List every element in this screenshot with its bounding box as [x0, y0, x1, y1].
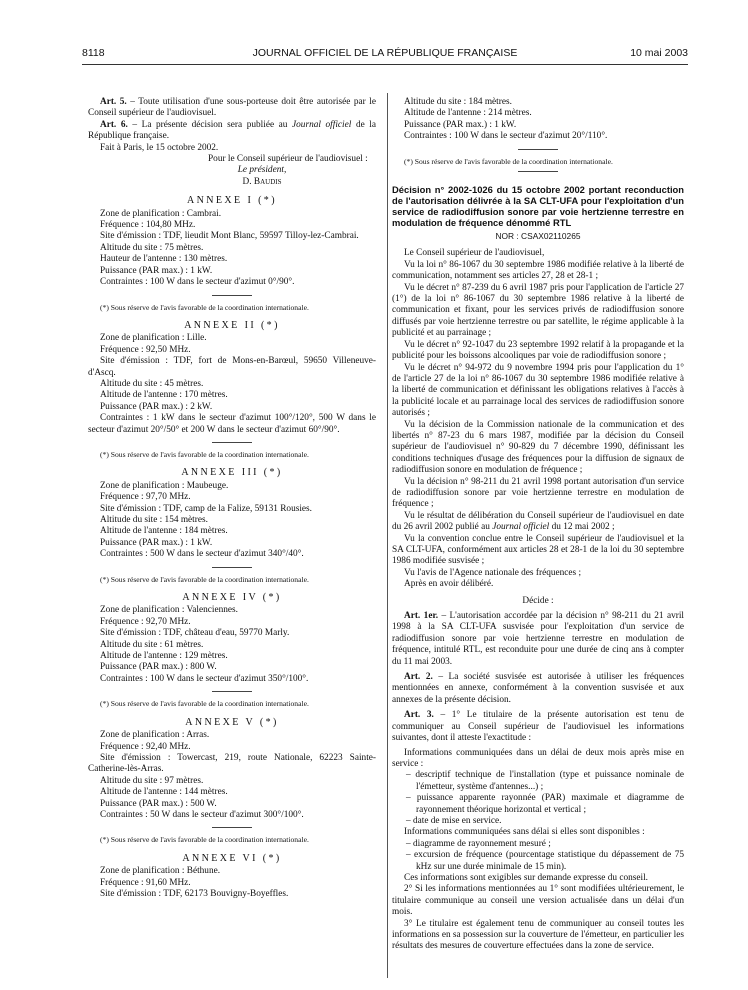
annex-line: Zone de planification : Béthune.: [100, 866, 221, 877]
annex-line: Altitude du site : 154 mètres.: [100, 515, 208, 525]
annex-line: Altitude de l'antenne : 214 mètres.: [404, 108, 532, 119]
annex-line: Altitude de l'antenne : 144 mètres.: [100, 787, 228, 798]
annex-title: ANNEXE IV (*): [182, 592, 282, 604]
article-3: Art. 3. – 1° Le titulaire de la présente autorisation est tenu de communiquer au Conseil supérieur de l'audiovisuel les informations suivantes, dont il atteste l'exactitude :: [392, 710, 684, 744]
decide: Décide :: [522, 595, 554, 606]
annex-line: Contraintes : 100 W dans le secteur d'azimut 350°/100°.: [100, 673, 309, 684]
annex-4: [88, 592, 376, 710]
closing-paragraph: Ces informations sont exigibles sur demande expresse du conseil.: [404, 872, 648, 883]
annex-line: Altitude de l'antenne : 129 mètres.: [100, 651, 228, 662]
annex-line: Contraintes : 500 W dans le secteur d'azimut 340°/40°.: [100, 549, 304, 560]
annex-title: ANNEXE V (*): [185, 716, 279, 728]
annex-line: Site d'émission : TDF, 62173 Bouvigny-Boyeffles.: [100, 888, 289, 899]
annex-contraintes: Contraintes : 1 kW dans le secteur d'azimut 100°/120°, 500 W dans le secteur d'azimut 20°/50° et 200 W dans le secteur d'azimut 60°/90°.: [88, 413, 376, 435]
article-2: Art. 2. – La société susvisée est autorisée à utiliser les fréquences mentionnées en annexe, conformément à la convention susvisée et aux annexes de la présente décision.: [392, 672, 684, 705]
page-number: 8118: [82, 47, 105, 59]
annex-line: Zone de planification : Cambrai.: [100, 208, 222, 219]
annex-site: Site d'émission : TDF, lieudit Mont Blanc, 59597 Tilloy-lez-Cambrai.: [100, 231, 359, 242]
annex-line: Contraintes : 100 W dans le secteur d'azimut 20°/110°.: [404, 131, 608, 142]
footnote: (*) Sous réserve de l'avis favorable de la coordination internationale.: [100, 835, 309, 845]
annex-1: [88, 195, 376, 313]
separator: [212, 691, 252, 692]
article-6: Art. 6. – La présente décision sera publiée au Journal officiel de la République française.: [88, 119, 377, 142]
vu-item: Vu la décision de la Commission nationale de la communication et des libertés n° 87-23 du 6 mars 1987, modifiée par la décision du Conseil supérieur de l'audiovisuel n° 90-829 du 7 décembre 1990, définissant les conditions techniques d'usage des fréquences pour la diffusion de signaux de radiodiffusion sonore en modulation de fréquence ;: [392, 419, 684, 476]
annex-line: Fréquence : 91,60 MHz.: [100, 877, 191, 888]
annex-line: Puissance (PAR max.) : 500 W.: [100, 798, 217, 809]
dash-item: – excursion de fréquence (pourcentage statistique du dépassement de 75 kHz sur une durée minimale de 15 min).: [406, 850, 684, 872]
annex-line: Zone de planification : Valenciennes.: [100, 605, 238, 616]
separator: [212, 442, 252, 443]
annex-line: Altitude du site : 75 mètres.: [100, 242, 204, 253]
separator: [212, 567, 252, 568]
vu-result: Vu le résultat de délibération du Conseil supérieur de l'audiovisuel en date du 26 avril 2002 publié au Journal officiel du 12 mai 2002 ;: [392, 510, 684, 533]
footnote: (*) Sous réserve de l'avis favorable de la coordination internationale.: [100, 699, 309, 709]
annex-line: Zone de planification : Arras.: [100, 730, 210, 741]
annex-line: Hauteur de l'antenne : 130 mètres.: [100, 254, 228, 265]
annex-site: Site d'émission : TDF, fort de Mons-en-Barœul, 59650 Villeneuve-d'Ascq.: [88, 356, 376, 378]
annex-line: Altitude du site : 97 mètres.: [100, 775, 204, 786]
annex-line: Site d'émission : TDF, château d'eau, 59770 Marly.: [100, 628, 290, 639]
annex-2: [88, 320, 376, 460]
annex-line: Puissance (PAR max.) : 2 kW.: [100, 401, 213, 412]
footnote: (*) Sous réserve de l'avis favorable de la coordination internationale.: [100, 449, 309, 459]
annex-title: ANNEXE VI (*): [182, 852, 282, 864]
footnote: (*) Sous réserve de l'avis favorable de la coordination internationale.: [100, 302, 309, 312]
vu-item: Vu l'avis de l'Agence nationale des fréquences ;: [404, 567, 582, 578]
issue-date: 10 mai 2003: [630, 47, 688, 59]
vu-item: Vu le décret n° 92-1047 du 23 septembre 1992 relatif à la propagande et la publicité pour les boissons alcooliques par voie de radiodiffusion sonore ;: [392, 339, 684, 362]
right-column: [392, 97, 684, 953]
annex-line: Fréquence : 104,80 MHz.: [100, 220, 196, 231]
annex-line: Altitude de l'antenne : 184 mètres.: [100, 526, 228, 537]
separator: [518, 171, 558, 172]
annex-line: Zone de planification : Lille.: [100, 333, 207, 344]
annex-title: ANNEXE I (*): [187, 195, 277, 207]
annex-6: [88, 853, 376, 901]
annex-line: Fréquence : 92,50 MHz.: [100, 344, 191, 355]
signature: D. Baudis: [242, 176, 282, 187]
annex-line: Altitude du site : 61 mètres.: [100, 639, 204, 650]
annex-line: Fréquence : 97,70 MHz.: [100, 492, 191, 503]
nor-reference: NOR : CSAX02110265: [495, 231, 581, 242]
separator: [212, 295, 252, 296]
article-5: Art. 5. – Toute utilisation d'une sous-porteuse doit être autorisée par le Conseil supérieur de l'audiovisuel.: [88, 97, 376, 119]
dash-item: – descriptif technique de l'installation (type et puissance nominale de l'émetteur, système d'antennes...) ;: [406, 770, 684, 792]
vu-item: Après en avoir délibéré.: [404, 579, 494, 590]
intro: Le Conseil supérieur de l'audiovisuel,: [404, 248, 545, 259]
header-rule: [82, 64, 688, 65]
dash-item: – puissance apparente rayonnée (PAR) maximale et diagramme de rayonnement théorique horizontal et vertical ;: [406, 793, 684, 815]
info-sans-delai: Informations communiquées sans délai si elles sont disponibles :: [404, 827, 645, 838]
annex-line: Puissance (PAR max.) : 800 W.: [100, 662, 217, 673]
annex-line: Contraintes : 50 W dans le secteur d'azimut 300°/100°.: [100, 809, 304, 820]
annex-line: Altitude de l'antenne : 170 mètres.: [100, 390, 228, 401]
annex-line: Altitude du site : 45 mètres.: [100, 378, 204, 389]
annex-line: Puissance (PAR max.) : 1 kW.: [404, 119, 517, 130]
annex-3: [88, 467, 376, 585]
annex-title: ANNEXE II (*): [184, 319, 280, 331]
closing-paragraph: 2° Si les informations mentionnées au 1° sont modifiées ultérieurement, le titulaire communique au conseil une version actualisée dans un délai d'un mois.: [392, 884, 684, 918]
annex-line: Puissance (PAR max.) : 1 kW.: [100, 265, 213, 276]
separator: [518, 149, 558, 150]
vu-item: Vu la décision n° 98-211 du 21 avril 1998 portant autorisation d'un service de radiodiffusion sonore par voie hertzienne terrestre en modulation de fréquence ;: [392, 476, 684, 510]
annex-line: Site d'émission : TDF, camp de la Falize, 59131 Rousies.: [100, 503, 312, 514]
info-delai: Informations communiquées dans un délai de deux mois après mise en service :: [392, 747, 684, 769]
annex-line: Puissance (PAR max.) : 1 kW.: [100, 537, 213, 548]
journal-title: JOURNAL OFFICIEL DE LA RÉPUBLIQUE FRANÇAISE: [252, 47, 518, 59]
president-title: Le président,: [237, 165, 287, 176]
annex-line: Fréquence : 92,40 MHz.: [100, 741, 191, 752]
dash-item: – date de mise en service.: [406, 815, 502, 826]
footnote: (*) Sous réserve de l'avis favorable de la coordination internationale.: [404, 156, 613, 166]
annex-line: Zone de planification : Maubeuge.: [100, 480, 229, 491]
dash-item: – diagramme de rayonnement mesuré ;: [406, 838, 551, 849]
annex-5: [88, 717, 376, 846]
vu-item: Vu le décret n° 87-239 du 6 avril 1987 pris pour l'application de l'article 27 (1°) de la loi n° 86-1067 du 30 septembre 1986 relative à la liberté de communication et fixant, pour les services privés de radiodiffusion sonore diffusés par voie hertzienne terrestre ou par satellite, le régime applicable à la publicité et au parrainage ;: [392, 282, 684, 339]
pour-le-conseil: Pour le Conseil supérieur de l'audiovisuel :: [208, 154, 368, 165]
annex-line: Altitude du site : 184 mètres.: [404, 97, 512, 107]
vu-item: Vu la convention conclue entre le Conseil supérieur de l'audiovisuel et la SA CLT-UFA, conformément aux articles 28 et 28-1 de la loi du 30 septembre 1986 modifiée susvisée ;: [392, 533, 684, 567]
vu-item: Vu le décret n° 94-972 du 9 novembre 1994 pris pour l'application du 1° de l'article 27 de la loi n° 86-1067 du 30 septembre 1986 modifiée relative à la liberté de communication et définissant les obligations relatives à l'accès à la publicité locale et au parrainage local des services de radiodiffusion sonore autorisés ;: [392, 362, 684, 419]
annex-site: Site d'émission : Towercast, 219, route Nationale, 62223 Sainte-Catherine-lès-Arras.: [88, 752, 376, 775]
fait-a-paris: Fait à Paris, le 15 octobre 2002.: [100, 142, 219, 153]
annex-title: ANNEXE III (*): [181, 467, 283, 479]
decision-title: Décision n° 2002-1026 du 15 octobre 2002 portant reconduction de l'autorisation délivrée à la SA CLT-UFA pour l'exploitation d'un service de radiodiffusion sonore par voie hertzienne terrestre en modulation de fréquence dénommé RTL: [392, 184, 684, 229]
annex-line: Contraintes : 100 W dans le secteur d'azimut 0°/90°.: [100, 277, 295, 288]
left-column: [88, 97, 376, 900]
annex-line: Fréquence : 92,70 MHz.: [100, 616, 191, 627]
closing-paragraph: 3° Le titulaire est également tenu de communiquer au conseil toutes les informations en sa possession sur la couverture de l'émetteur, en particulier les résultats des mesures de couverture effectuées dans la zone de service.: [392, 918, 684, 952]
article-1: Art. 1er. – L'autorisation accordée par la décision n° 98-211 du 21 avril 1998 à la SA CLT-UFA susvisée pour l'exploitation d'un service de radiodiffusion sonore par voie hertzienne terrestre en modulation de fréquence, intitulé RTL, est reconduite pour une durée de cinq ans à compter du 11 mai 2003.: [392, 611, 684, 667]
separator: [212, 827, 252, 828]
vu-item: Vu la loi n° 86-1067 du 30 septembre 1986 modifiée relative à la liberté de communication, notamment ses articles 27, 28 et 28-1 ;: [392, 259, 684, 282]
page-header: [82, 47, 688, 63]
footnote: (*) Sous réserve de l'avis favorable de la coordination internationale.: [100, 574, 309, 584]
column-divider: [387, 93, 388, 978]
